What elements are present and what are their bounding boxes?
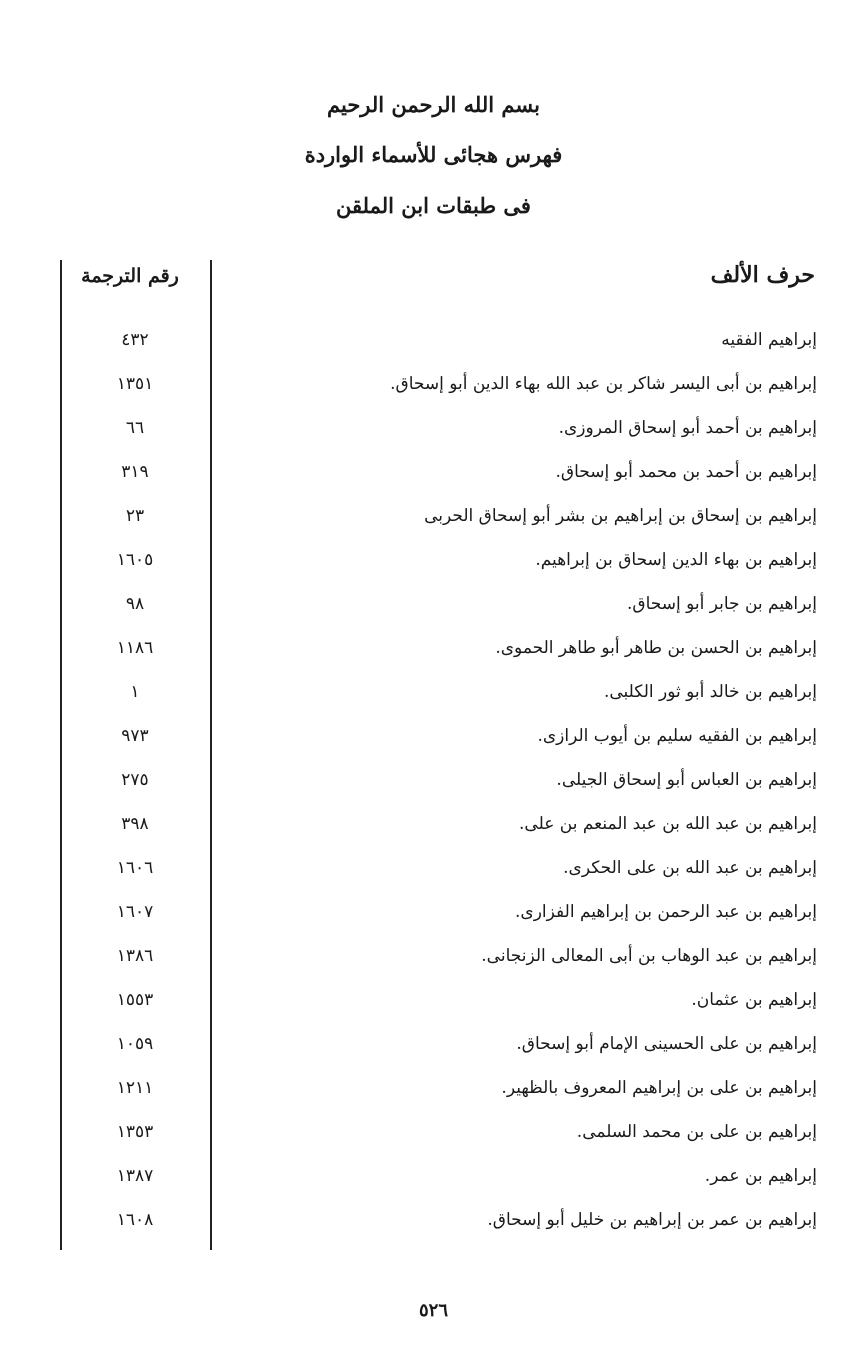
entry-name: إبراهيم بن عمر بن إبراهيم بن خليل أبو إسحاق. — [487, 1210, 817, 1230]
index-entry — [0, 1078, 867, 1114]
entry-number: ١٣٥١ — [116, 374, 154, 394]
index-entry — [0, 506, 867, 542]
entry-number: ١٦٠٨ — [116, 1210, 154, 1230]
index-entry — [0, 594, 867, 630]
entry-number: ٣٩٨ — [121, 814, 149, 834]
entry-number: ٣١٩ — [121, 462, 149, 482]
column-heading: رقم الترجمة — [81, 265, 179, 287]
entry-number: ١٦٠٦ — [116, 858, 154, 878]
index-entry — [0, 990, 867, 1026]
entry-number: ١١٨٦ — [116, 638, 154, 658]
entry-name: إبراهيم بن أحمد أبو إسحاق المروزى. — [558, 418, 817, 438]
index-entry — [0, 814, 867, 850]
index-title: فهرس هجائى للأسماء الواردة — [304, 142, 563, 167]
entry-name: إبراهيم بن أحمد بن محمد أبو إسحاق. — [555, 462, 817, 482]
entry-number: ١٣٥٣ — [116, 1122, 154, 1142]
index-entry — [0, 770, 867, 806]
index-entry — [0, 374, 867, 410]
entry-number: ٤٣٢ — [121, 330, 149, 350]
entry-number: ١٥٥٣ — [116, 990, 154, 1010]
basmala-heading: بسم الله الرحمن الرحيم — [327, 92, 540, 117]
index-entry — [0, 462, 867, 498]
entry-name: إبراهيم بن إسحاق بن إبراهيم بن بشر أبو إسحاق الحربى — [424, 506, 817, 526]
index-entry — [0, 946, 867, 982]
entry-number: ١٦٠٥ — [116, 550, 154, 570]
entry-number: ١٦٠٧ — [116, 902, 154, 922]
entry-name: إبراهيم الفقيه — [721, 330, 817, 350]
entry-number: ١٠٥٩ — [116, 1034, 154, 1054]
index-entry — [0, 1122, 867, 1158]
index-entry — [0, 1166, 867, 1202]
entry-name: إبراهيم بن الحسن بن طاهر أبو طاهر الحموى. — [495, 638, 817, 658]
entry-number: ٩٨ — [125, 594, 145, 614]
entry-name: إبراهيم بن خالد أبو ثور الكلبى. — [603, 682, 817, 702]
entry-number: ٩٧٣ — [121, 726, 149, 746]
entry-name: إبراهيم بن عبد الرحمن بن إبراهيم الفزارى. — [515, 902, 817, 922]
entry-name: إبراهيم بن عثمان. — [691, 990, 817, 1010]
entry-name: إبراهيم بن العباس أبو إسحاق الجيلى. — [556, 770, 817, 790]
index-entry — [0, 418, 867, 454]
entry-number: ١٣٨٦ — [116, 946, 154, 966]
page-number: ٥٢٦ — [418, 1300, 448, 1321]
index-entry — [0, 550, 867, 586]
section-heading: حرف الألف — [710, 262, 815, 288]
entry-name: إبراهيم بن بهاء الدين إسحاق بن إبراهيم. — [535, 550, 817, 570]
entry-number: ٢٧٥ — [121, 770, 149, 790]
entry-name: إبراهيم بن عبد الوهاب بن أبى المعالى الزنجانى. — [481, 946, 817, 966]
index-entry — [0, 902, 867, 938]
index-entry — [0, 1034, 867, 1070]
entry-name: إبراهيم بن أبى اليسر شاكر بن عبد الله بهاء الدين أبو إسحاق. — [390, 374, 817, 394]
entry-name: إبراهيم بن على الحسينى الإمام أبو إسحاق. — [516, 1034, 817, 1054]
entry-name: إبراهيم بن جابر أبو إسحاق. — [626, 594, 817, 614]
index-entry — [0, 1210, 867, 1246]
entry-name: إبراهيم بن عبد الله بن عبد المنعم بن على. — [519, 814, 817, 834]
entry-number: ١٢١١ — [116, 1078, 154, 1098]
index-entry — [0, 638, 867, 674]
entry-name: إبراهيم بن عبد الله بن على الحكرى. — [563, 858, 817, 878]
index-entry — [0, 330, 867, 366]
entry-number: ٦٦ — [125, 418, 145, 438]
index-entry — [0, 726, 867, 762]
entry-name: إبراهيم بن الفقيه سليم بن أيوب الرازى. — [537, 726, 817, 746]
entry-number: ١٣٨٧ — [116, 1166, 154, 1186]
entry-name: إبراهيم بن على بن إبراهيم المعروف بالظهير. — [501, 1078, 817, 1098]
entry-name: إبراهيم بن عمر. — [704, 1166, 817, 1186]
entry-number: ١ — [130, 682, 140, 702]
index-subtitle: فى طبقات ابن الملقن — [336, 193, 531, 218]
index-entry — [0, 858, 867, 894]
entry-number: ٢٣ — [125, 506, 145, 526]
entry-name: إبراهيم بن على بن محمد السلمى. — [576, 1122, 817, 1142]
index-entry — [0, 682, 867, 718]
